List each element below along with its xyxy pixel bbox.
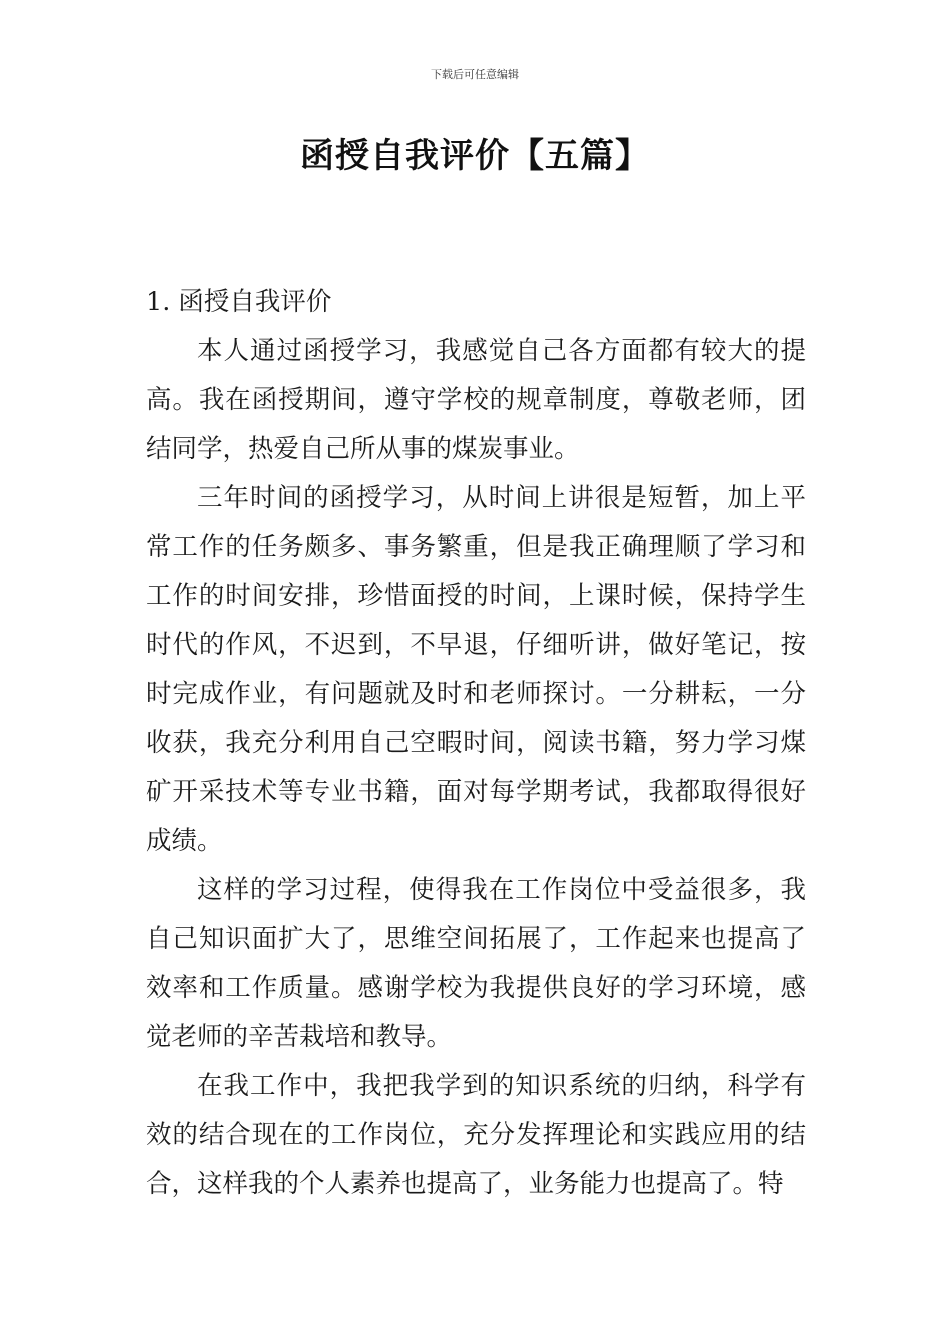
paragraph: 本人通过函授学习，我感觉自己各方面都有较大的提高。我在函授期间，遵守学校的规章制度，尊敬老师，团结同学，热爱自己所从事的煤炭事业。 xyxy=(146,336,806,464)
document-body xyxy=(146,278,806,1209)
paragraph: 这样的学习过程，使得我在工作岗位中受益很多，我自己知识面扩大了，思维空间拓展了，工作起来也提高了效率和工作质量。感谢学校为我提供良好的学习环境，感觉老师的辛苦栽培和教导。 xyxy=(146,875,806,1052)
document-title: 函授自我评价【五篇】 xyxy=(300,136,650,176)
section-heading: 1. 函授自我评价 xyxy=(146,287,332,317)
header-note: 下载后可任意编辑 xyxy=(431,68,519,81)
paragraph: 在我工作中，我把我学到的知识系统的归纳，科学有效的结合现在的工作岗位，充分发挥理论和实践应用的结合，这样我的个人素养也提高了，业务能力也提高了。特 xyxy=(146,1071,806,1199)
paragraph: 三年时间的函授学习，从时间上讲很是短暂，加上平常工作的任务颇多、事务繁重，但是我正确理顺了学习和工作的时间安排，珍惜面授的时间，上课时候，保持学生时代的作风，不迟到，不早退，仔细听讲，做好笔记，按时完成作业，有问题就及时和老师探讨。一分耕耘，一分收获，我充分利用自己空暇时间，阅读书籍，努力学习煤矿开采技术等专业书籍，面对每学期考试，我都取得很好成绩。 xyxy=(146,483,806,856)
